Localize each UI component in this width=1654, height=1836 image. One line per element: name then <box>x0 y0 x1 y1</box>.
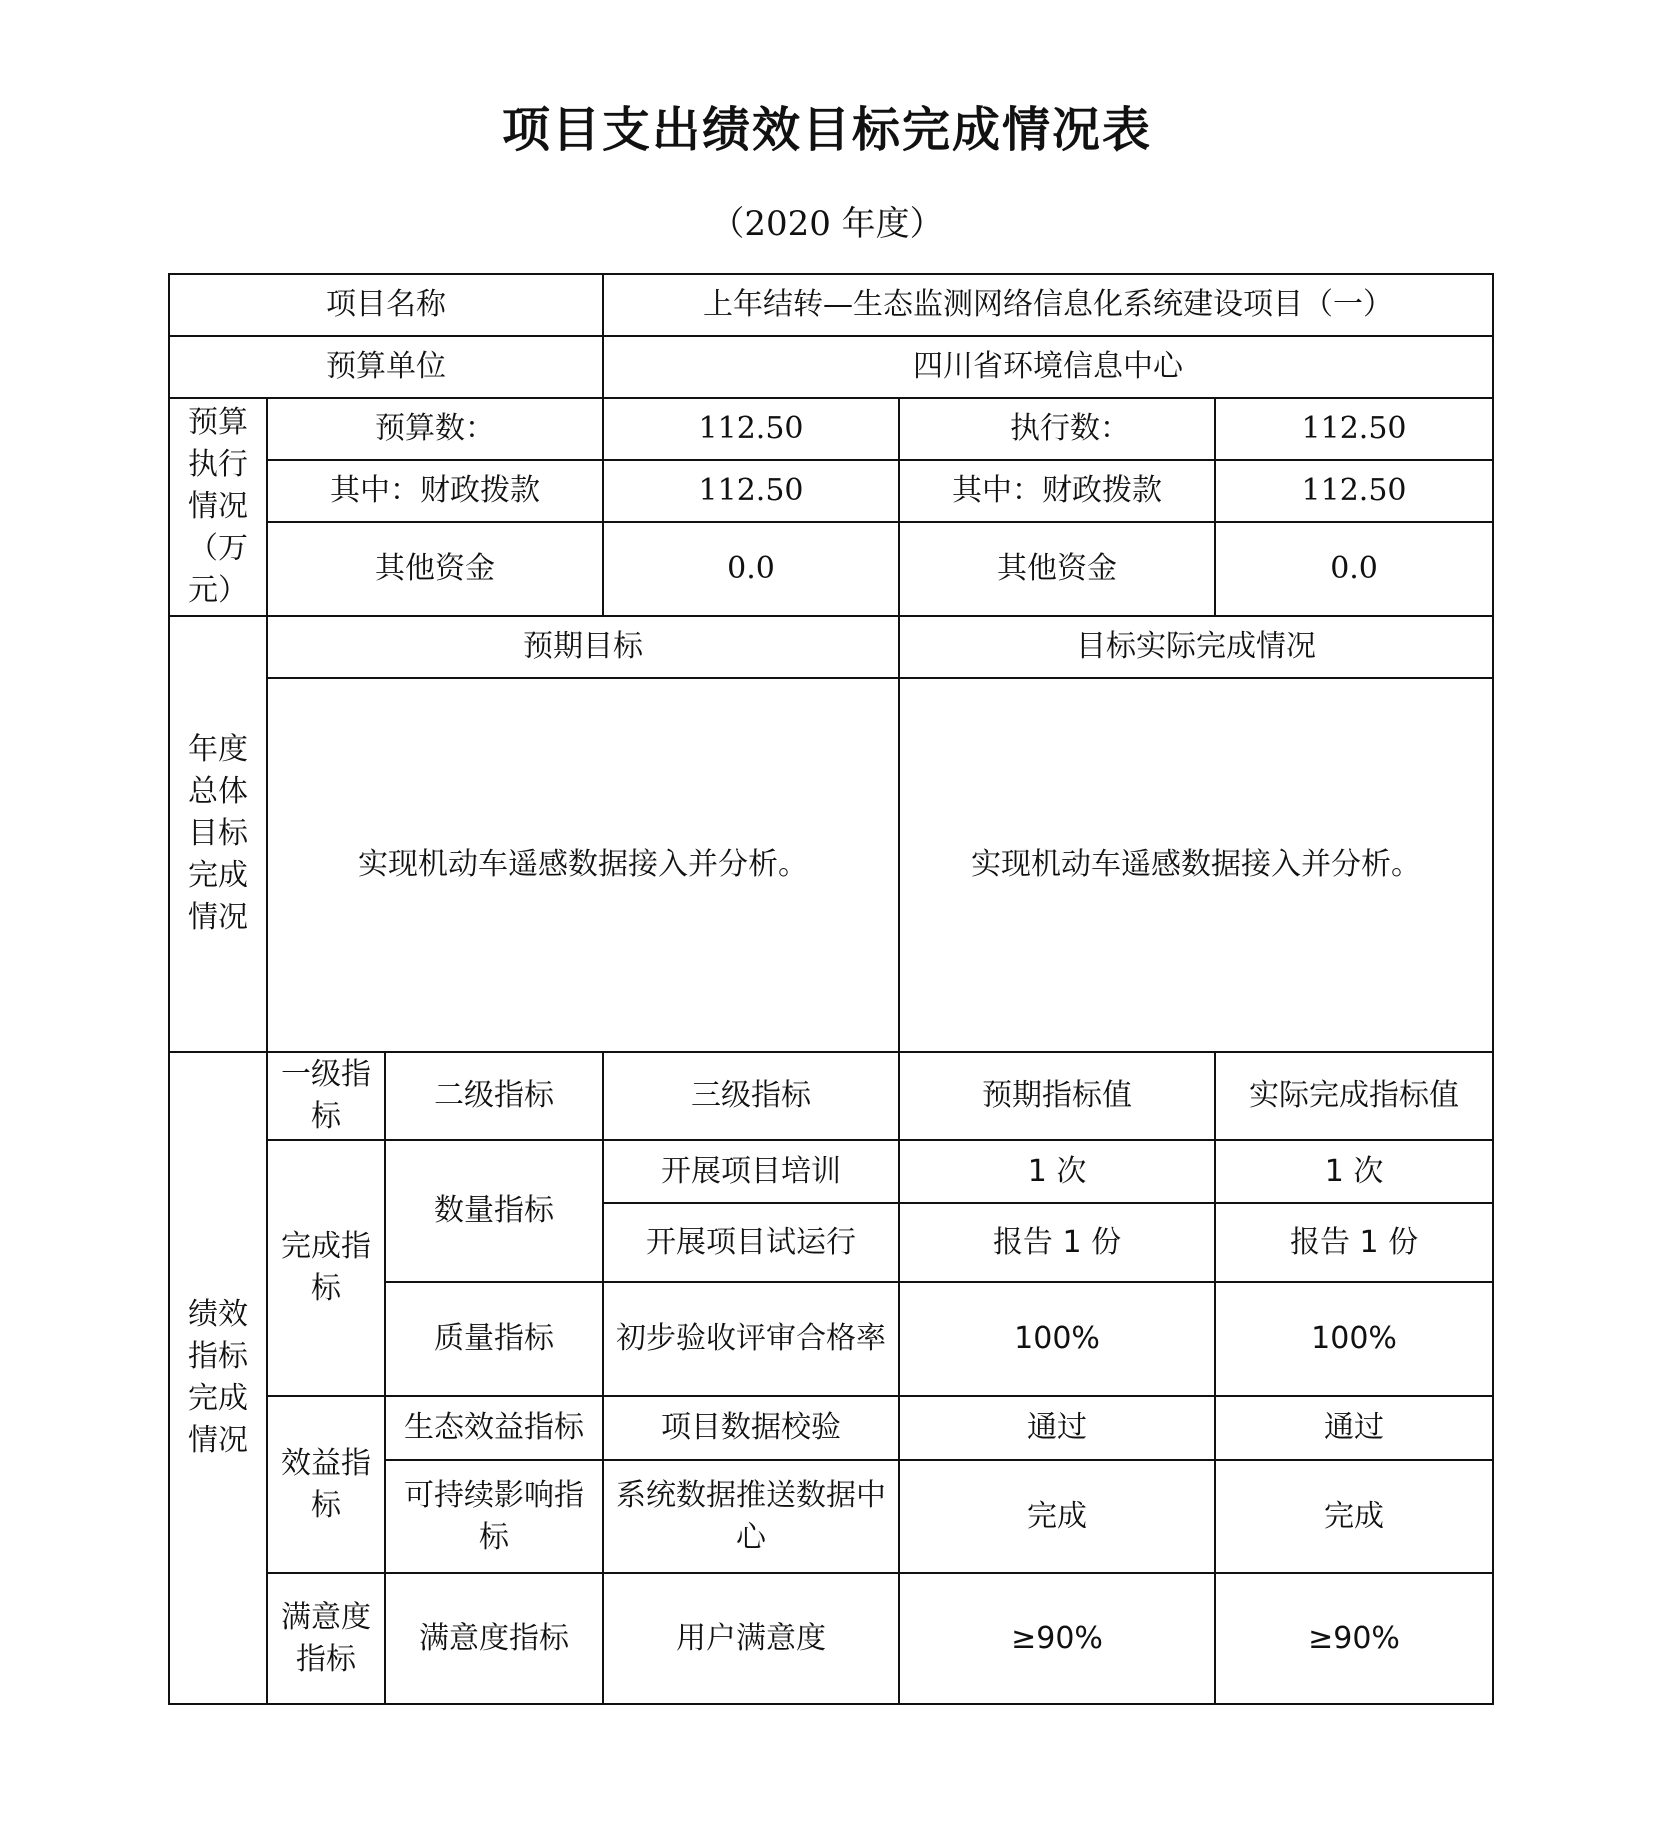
group-benefit: 效益指标 <box>267 1396 385 1573</box>
level2-header: 二级指标 <box>385 1052 603 1140</box>
expected-value-cell: ≥90% <box>899 1573 1215 1704</box>
table-row <box>169 274 1493 336</box>
annual-section-label: 年度总体目标完成情况 <box>169 616 267 1052</box>
exec-amount-label: 执行数： <box>899 398 1215 460</box>
actual-value-cell: 通过 <box>1215 1396 1493 1460</box>
budget-amount-label: 预算数： <box>267 398 603 460</box>
performance-section-label: 绩效指标完成情况 <box>169 1052 267 1704</box>
fiscal-exec-label: 其中：财政拨款 <box>899 460 1215 522</box>
performance-table <box>168 273 1494 1705</box>
actual-value-cell: 100% <box>1215 1282 1493 1396</box>
subgroup-sustain: 可持续影响指标 <box>385 1460 603 1573</box>
table-row <box>169 336 1493 398</box>
table-row <box>169 522 1493 616</box>
budget-section-label: 预算执行情况（万元） <box>169 398 267 616</box>
exec-amount-value: 112.50 <box>1215 398 1493 460</box>
level3-cell: 用户满意度 <box>603 1573 899 1704</box>
budget-unit-value: 四川省环境信息中心 <box>603 336 1493 398</box>
fiscal-exec-value: 112.50 <box>1215 460 1493 522</box>
subgroup-quantity: 数量指标 <box>385 1140 603 1282</box>
table-row <box>169 1396 1493 1460</box>
actual-value-cell: 完成 <box>1215 1460 1493 1573</box>
other-budget-value: 0.0 <box>603 522 899 616</box>
expected-value-cell: 通过 <box>899 1396 1215 1460</box>
fiscal-budget-label: 其中：财政拨款 <box>267 460 603 522</box>
subgroup-quality: 质量指标 <box>385 1282 603 1396</box>
table-row <box>169 1573 1493 1704</box>
level3-header: 三级指标 <box>603 1052 899 1140</box>
table-row <box>169 460 1493 522</box>
other-budget-label: 其他资金 <box>267 522 603 616</box>
actual-value-cell: 报告 1 份 <box>1215 1203 1493 1282</box>
budget-unit-label: 预算单位 <box>169 336 603 398</box>
group-satisfaction: 满意度指标 <box>267 1573 385 1704</box>
page-title: 项目支出绩效目标完成情况表 <box>501 102 1152 158</box>
actual-goal-text: 实现机动车遥感数据接入并分析。 <box>899 678 1493 1052</box>
expected-value-cell: 1 次 <box>899 1140 1215 1203</box>
actual-value-cell: ≥90% <box>1215 1573 1493 1704</box>
level3-cell: 项目数据校验 <box>603 1396 899 1460</box>
fiscal-budget-value: 112.50 <box>603 460 899 522</box>
level3-cell: 系统数据推送数据中心 <box>603 1460 899 1573</box>
project-name-value: 上年结转—生态监测网络信息化系统建设项目（一） <box>603 274 1493 336</box>
table-row <box>169 678 1493 1052</box>
table-row <box>169 1140 1493 1203</box>
page-subtitle: （2020 年度） <box>710 204 944 244</box>
budget-amount-value: 112.50 <box>603 398 899 460</box>
expected-goal-text: 实现机动车遥感数据接入并分析。 <box>267 678 899 1052</box>
project-name-label: 项目名称 <box>169 274 603 336</box>
level3-cell: 开展项目培训 <box>603 1140 899 1203</box>
subgroup-satisfaction: 满意度指标 <box>385 1573 603 1704</box>
table-row <box>169 398 1493 460</box>
expected-value-cell: 完成 <box>899 1460 1215 1573</box>
other-exec-label: 其他资金 <box>899 522 1215 616</box>
table-row <box>169 616 1493 678</box>
other-exec-value: 0.0 <box>1215 522 1493 616</box>
group-completion: 完成指标 <box>267 1140 385 1396</box>
subgroup-eco: 生态效益指标 <box>385 1396 603 1460</box>
level3-cell: 初步验收评审合格率 <box>603 1282 899 1396</box>
expected-value-cell: 报告 1 份 <box>899 1203 1215 1282</box>
expected-value-cell: 100% <box>899 1282 1215 1396</box>
actual-value-header: 实际完成指标值 <box>1215 1052 1493 1140</box>
level1-header: 一级指标 <box>267 1052 385 1140</box>
actual-goal-header: 目标实际完成情况 <box>899 616 1493 678</box>
table-row <box>169 1052 1493 1140</box>
expected-goal-header: 预期目标 <box>267 616 899 678</box>
expected-value-header: 预期指标值 <box>899 1052 1215 1140</box>
level3-cell: 开展项目试运行 <box>603 1203 899 1282</box>
actual-value-cell: 1 次 <box>1215 1140 1493 1203</box>
